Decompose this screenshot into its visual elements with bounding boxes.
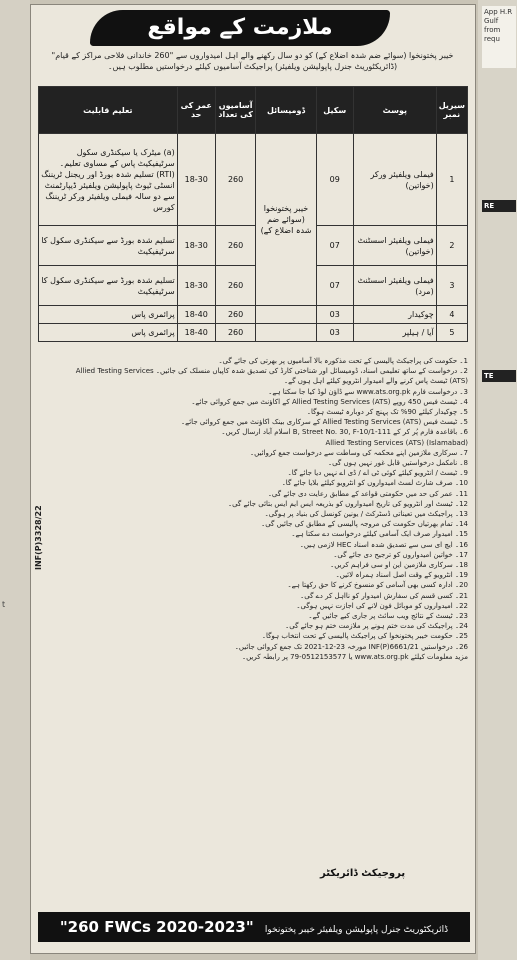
inf-stamp: INF(P)3328/22 (34, 505, 43, 570)
side-heading-2: TE (482, 370, 516, 382)
col-scale: سکیل (316, 87, 353, 134)
cell-post: فیملی ویلفیئر اسسٹنٹ (مرد) (353, 266, 436, 306)
table-row (39, 306, 468, 324)
table-row (39, 324, 468, 342)
cell-post: فیملی ویلفیئر اسسٹنٹ (خواتین) (353, 226, 436, 266)
cell-age: 18-30 (177, 226, 215, 266)
footer-bar (38, 912, 470, 942)
cell-domicile: خیبر پختونخوا (سوائے ضم شدہ اضلاع کے) (256, 134, 316, 306)
cell-age: 18-40 (177, 306, 215, 324)
cell-scale: 03 (316, 306, 353, 324)
term-item: 16۔ ایچ ای سی سے تصدیق شدہ اسناد HEC لازمی ہیں۔ (299, 540, 468, 549)
side-heading: RE (482, 200, 516, 212)
table-header-row (39, 87, 468, 134)
col-age: عمر کی حد (177, 87, 215, 134)
term-item: 14۔ تمام بھرتیاں حکومت کی مروجہ پالیسی کے مطابق کی جائیں گی۔ (261, 520, 468, 529)
cell-scale: 07 (316, 226, 353, 266)
cell-education: (a) میٹرک یا سیکنڈری سکول سرٹیفیکیٹ پاس کے مساوی تعلیم۔ (RTI) تسلیم شدہ بورڈ اور ریجنل ٹریننگ انسٹی ٹیوٹ پاپولیشن ویلفیئر ڈیپارٹمنٹ سے دو سالہ فیملی ویلفیئر ورکر ٹریننگ کورس (39, 134, 178, 226)
term-item: 2۔ درخواست کے ساتھ تعلیمی اسناد، ڈومیسائل اور شناختی کارڈ کی تصدیق شدہ کاپیاں منسلک کی جائیں۔ Allied Testing Services (75, 367, 468, 376)
cell-scale: 07 (316, 266, 353, 306)
cell-domicile-empty (256, 324, 316, 342)
term-item: 22۔ امیدواروں کو موبائل فون لانے کی اجازت نہیں ہوگی۔ (296, 601, 468, 610)
cell-age: 18-30 (177, 134, 215, 226)
signature-title: پروجیکٹ ڈائریکٹر (320, 868, 406, 879)
vacancy-table (38, 86, 468, 342)
cell-age: 18-30 (177, 266, 215, 306)
term-item: 11۔ عمر کی حد میں حکومتی قواعد کے مطابق رعایت دی جائے گی۔ (267, 489, 468, 498)
intro-text: خیبر پختونخوا (سوائے ضم شدہ اضلاع کے) کو دو سال رکھنے والے اہل امیدواروں سے "260 خاندانی فلاحی مراکز کے قیام" (ڈائریکٹوریٹ جنرل پاپولیشن ویلفیئر) پراجیکٹ آسامیوں کیلئے درخواستیں مطلوب ہیں۔ (51, 51, 454, 71)
cell-education: تسلیم شدہ بورڈ سے سیکنڈری سکول کا سرٹیفیکیٹ (39, 226, 178, 266)
col-post: پوسٹ (353, 87, 436, 134)
term-item: 17۔ خواتین امیدواروں کو ترجیح دی جائے گی۔ (333, 550, 468, 559)
term-item: 20۔ ادارہ کسی بھی آسامی کو منسوخ کرنے کا حق رکھتا ہے۔ (287, 581, 468, 590)
cell-serial: 5 (436, 324, 467, 342)
cell-vacancies: 260 (215, 306, 256, 324)
term-item: مزید معلومات کیلئے www.ats.org.pk یا 0512153577-79 پر رابطہ کریں۔ (241, 652, 468, 661)
term-item: 24۔ پراجیکٹ کی مدت ختم ہونے پر ملازمت ختم ہو جائے گی۔ (285, 622, 468, 631)
cell-post: آیا / ہیلپر (353, 324, 436, 342)
cell-serial: 1 (436, 134, 467, 226)
col-serial: سیریل نمبر (436, 87, 467, 134)
term-item: 25۔ حکومت خیبر پختونخوا کی پراجیکٹ پالیسی کے تحت انتخاب ہوگا۔ (261, 632, 468, 641)
adjacent-page-right (478, 0, 517, 960)
term-item: 23۔ ٹیسٹ کے نتائج ویب سائٹ پر جاری کیے جائیں گے۔ (308, 612, 468, 621)
cell-education: تسلیم شدہ بورڈ سے سیکنڈری سکول کا سرٹیفیکیٹ (39, 266, 178, 306)
term-item: 1۔ حکومت کی پراجیکٹ پالیسی کے تحت مذکورہ بالا آسامیوں پر بھرتی کی جائے گی۔ (218, 357, 468, 365)
term-item: 5۔ چوکیدار کیلئے 90% تک پہنچ کر دوبارہ ٹیسٹ ہوگا۔ (306, 408, 468, 417)
term-item: 12۔ ٹیسٹ اور انٹرویو کی تاریخ امیدواروں کو بذریعہ ایس ایم ایس بتائی جائے گی۔ (228, 499, 468, 508)
cell-age: 18-40 (177, 324, 215, 342)
cell-post: چوکیدار (353, 306, 436, 324)
term-item: 6۔ باقاعدہ فارم پُر کر کے 111-B, Street No. 30, F-10/1 اسلام آباد ارسال کریں۔ (221, 428, 468, 437)
table-row (39, 266, 468, 306)
cell-vacancies: 260 (215, 134, 256, 226)
terms-list (40, 356, 468, 662)
cell-serial: 2 (436, 226, 467, 266)
term-item: 3۔ درخواست فارم www.ats.org.pk سے ڈاؤن لوڈ کیا جا سکتا ہے۔ (268, 387, 468, 396)
term-item: 15۔ امیدوار صرف ایک آسامی کیلئے درخواست دے سکتا ہے۔ (291, 530, 468, 539)
col-domicile: ڈومیسائل (256, 87, 316, 134)
term-item: 19۔ انٹرویو کے وقت اصل اسناد ہمراہ لائیں۔ (335, 571, 468, 580)
term-item: 5۔ ٹیسٹ فیس Allied Testing Services (ATS) کے سرکاری بینک اکاؤنٹ میں جمع کروائی جائے۔ (181, 418, 468, 427)
cell-vacancies: 260 (215, 226, 256, 266)
cell-education: پرائمری پاس (39, 324, 178, 342)
footer-department: ڈائریکٹوریٹ جنرل پاپولیشن ویلفیئر خیبر پختونخوا (264, 925, 449, 935)
job-title-banner: ملازمت کے مواقع (90, 10, 390, 46)
term-item: 10۔ صرف شارٹ لسٹ امیدواروں کو انٹرویو کیلئے بلایا جائے گا۔ (281, 479, 468, 488)
cell-post: فیملی ویلفیئر ورکر (خواتین) (353, 134, 436, 226)
footer-project: "260 FWCs 2020-2023" (59, 918, 254, 936)
term-item: 13۔ پراجیکٹ میں تعیناتی ڈسٹرکٹ / یونین کونسل کی بنیاد پر ہوگی۔ (264, 510, 468, 519)
term-item: (ATS) ٹیسٹ پاس کرنے والے امیدوار انٹرویو کیلئے اہل ہوں گے۔ (283, 377, 468, 386)
cell-serial: 4 (436, 306, 467, 324)
col-vacancies: آسامیوں کی تعداد (215, 87, 256, 134)
adjacent-page-left (0, 0, 30, 960)
cell-vacancies: 260 (215, 266, 256, 306)
term-item: 18۔ سرکاری ملازمین این او سی فراہم کریں۔ (330, 561, 468, 570)
term-item: 8۔ نامکمل درخواستیں قابل غور نہیں ہوں گی۔ (328, 459, 468, 468)
side-ad: App H.R Gulf from requ (482, 6, 516, 68)
margin-text: t (2, 600, 6, 609)
term-item: 9۔ ٹیسٹ / انٹرویو کیلئے کوئی ٹی اے / ڈی اے نہیں دیا جائے گا۔ (287, 469, 468, 478)
col-education: تعلیم قابلیت (39, 87, 178, 134)
term-item: 4۔ ٹیسٹ فیس 450 روپے Allied Testing Services (ATS) کے اکاؤنٹ میں جمع کروائی جائے۔ (191, 397, 468, 406)
table-row (39, 134, 468, 226)
cell-vacancies: 260 (215, 324, 256, 342)
term-item: 26۔ درخواستیں INF(P)6661/21 مورخہ 23-12-2021 تک جمع کروائی جائیں۔ (234, 642, 468, 651)
term-item: (Islamabad) Allied Testing Services (ATS) (325, 438, 468, 447)
term-item: 21۔ کسی قسم کی سفارش امیدوار کو نااہل کر دے گی۔ (300, 591, 468, 600)
cell-domicile-empty (256, 306, 316, 324)
table-row (39, 226, 468, 266)
cell-scale: 09 (316, 134, 353, 226)
term-item: 7۔ سرکاری ملازمین اپنے محکمہ کی وساطت سے درخواست جمع کروائیں۔ (250, 448, 468, 457)
cell-scale: 03 (316, 324, 353, 342)
cell-education: پرائمری پاس (39, 306, 178, 324)
cell-serial: 3 (436, 266, 467, 306)
